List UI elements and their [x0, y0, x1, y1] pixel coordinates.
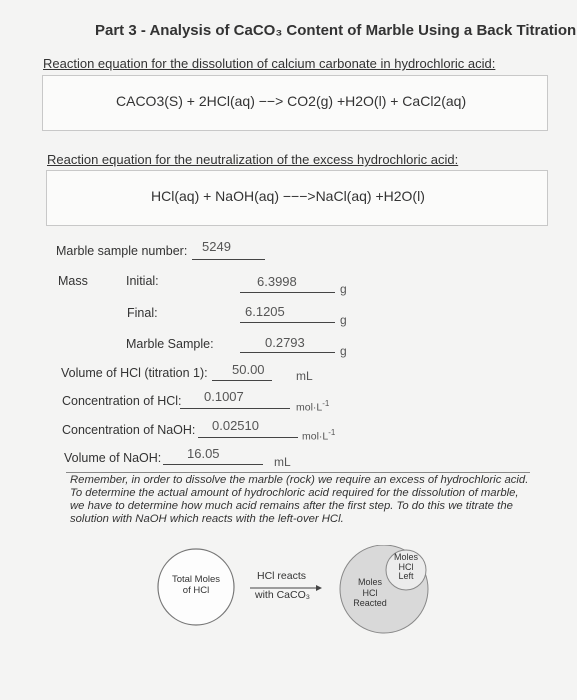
marble-sample-label: Marble Sample:: [126, 337, 214, 351]
note-divider: [66, 472, 530, 473]
conc-hcl-value: 0.1007: [204, 389, 244, 404]
conc-naoh-value: 0.02510: [212, 418, 259, 433]
initial-value: 6.3998: [257, 274, 297, 289]
moles-reacted-label: Moles HCl Reacted: [353, 577, 387, 608]
neutralization-equation: HCl(aq) + NaOH(aq) −−−>NaCl(aq) +H2O(l): [151, 188, 425, 204]
arrow-bottom-label: with CaCO₃: [255, 589, 311, 601]
vol-naoh-unit: mL: [274, 455, 291, 469]
final-line: [240, 322, 335, 323]
conc-hcl-line: [180, 408, 290, 409]
mass-label: Mass: [58, 274, 88, 288]
conc-naoh-label: Concentration of NaOH:: [62, 423, 196, 437]
conc-hcl-unit: $mol\cdot L^{-1}$: [296, 399, 330, 414]
total-moles-label: Total Moles of HCl: [171, 574, 221, 596]
sample-number-label: Marble sample number:: [56, 244, 188, 258]
arrow-head-icon: [316, 585, 322, 591]
neutralization-equation-box: [46, 170, 548, 226]
conc-naoh-unit: $mol\cdot L^{-1}$: [302, 428, 336, 443]
page-title: Part 3 - Analysis of CaCO₃ Content of Marble Using a Back Titration: [95, 22, 577, 39]
final-value: 6.1205: [245, 304, 285, 319]
marble-sample-line: [240, 352, 335, 353]
initial-label: Initial:: [126, 274, 159, 288]
vol-naoh-label: Volume of NaOH:: [64, 451, 162, 465]
vol-hcl-label: Volume of HCl (titration 1):: [61, 366, 208, 380]
sample-number-value: 5249: [202, 239, 231, 254]
initial-unit: g: [340, 282, 347, 296]
dissolution-equation: CACO3(S) + 2HCl(aq) −−> CO2(g) +H2O(l) + CaCl2(aq): [116, 93, 467, 109]
conc-hcl-label: Concentration of HCl:: [62, 394, 182, 408]
initial-line: [240, 292, 335, 293]
vol-naoh-value: 16.05: [187, 446, 220, 461]
reminder-note: Remember, in order to dissolve the marble (rock) we require an excess of hydrochloric acid. To determine the actual amount of hydrochloric acid required for the dissolution of marble, we have to determine how much acid remains after the first step. To do this we titrate the solution with NaOH which reacts with the left-over HCl.: [70, 474, 529, 525]
final-label: Final:: [127, 306, 158, 320]
final-unit: g: [340, 313, 347, 327]
marble-sample-unit: g: [340, 344, 347, 358]
moles-left-label: Moles HCl Left: [393, 552, 418, 581]
vol-hcl-unit: mL: [296, 369, 313, 383]
dissolution-heading: Reaction equation for the dissolution of calcium carbonate in hydrochloric acid:: [43, 56, 496, 71]
sample-number-line: [192, 259, 265, 260]
vol-naoh-line: [163, 464, 263, 465]
marble-sample-value: 0.2793: [265, 335, 305, 350]
neutralization-heading: Reaction equation for the neutralization of the excess hydrochloric acid:: [47, 152, 459, 167]
vol-hcl-value: 50.00: [232, 362, 265, 377]
arrow-top-label: HCl reacts: [257, 570, 307, 582]
vol-hcl-line: [212, 380, 272, 381]
dissolution-equation-box: [42, 75, 548, 131]
conc-naoh-line: [198, 437, 298, 438]
